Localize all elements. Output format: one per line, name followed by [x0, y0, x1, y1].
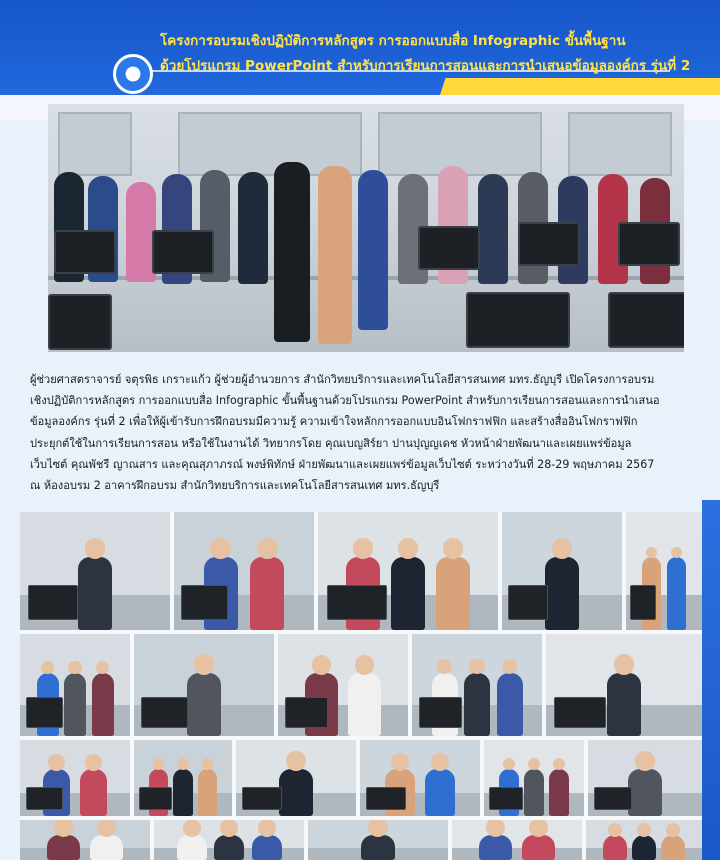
collage-monitor	[139, 787, 172, 810]
collage-person	[177, 835, 207, 860]
collage-person-head	[637, 823, 651, 837]
collage-photo	[20, 820, 150, 860]
caption-line: ประยุกต์ใช้ในการเรียนการสอน หรือใช้ในงานได้ วิทยากรโดย คุณเบญสิร์ยา ปานปุญญเดช หัวหน้าฝ่ายพัฒนาและเผยแพร่ข้อมูล	[30, 436, 632, 450]
photo-monitor	[518, 222, 580, 266]
photo-person	[318, 166, 352, 344]
collage-person	[214, 835, 244, 860]
collage-person	[391, 557, 425, 630]
collage-photo	[134, 634, 274, 736]
collage-monitor	[366, 787, 406, 810]
collage-person	[90, 835, 123, 860]
collage-photo	[278, 634, 408, 736]
collage-photo	[20, 740, 130, 816]
collage-monitor	[181, 585, 228, 620]
caption-line: ผู้ช่วยศาสตราจารย์ จตุรพิธ เกราะแก้ว ผู้ช่วยผู้อำนวยการ สำนักวิทยบริการและเทคโนโลยีสารสนเทศ มทร.ธัญบุรี เปิดโครงการอบรม	[30, 373, 655, 386]
collage-person	[549, 769, 569, 816]
collage-person	[348, 673, 381, 736]
photo-person	[274, 162, 310, 342]
photo-monitor	[48, 294, 112, 350]
collage-photo	[452, 820, 582, 860]
collage-person-head	[469, 659, 485, 675]
collage-monitor	[594, 787, 632, 810]
collage-person-head	[96, 661, 109, 674]
collage-desk	[452, 848, 582, 860]
collage-person-head	[85, 754, 102, 771]
collage-person	[173, 769, 193, 816]
collage-photo	[586, 820, 702, 860]
collage-photo	[412, 634, 542, 736]
collage-person	[632, 835, 655, 860]
collage-person-head	[258, 820, 276, 837]
collage-photo	[546, 634, 702, 736]
decor-blue-strip	[702, 500, 720, 860]
photo-person	[238, 172, 268, 284]
collage-person-head	[177, 758, 189, 770]
photo-person	[358, 170, 388, 330]
collage-person-head	[210, 538, 230, 558]
collage-person-head	[85, 538, 105, 558]
collage-photo	[20, 634, 130, 736]
collage-photo	[134, 740, 232, 816]
collage-person-head	[183, 820, 201, 837]
collage-person	[522, 835, 555, 860]
collage-person	[628, 769, 662, 816]
collage-photo	[502, 512, 622, 630]
collage-person	[78, 557, 112, 630]
collage-monitor	[285, 697, 329, 728]
collage-person-head	[48, 754, 65, 771]
collage-person-head	[41, 661, 54, 674]
photo-person	[478, 174, 508, 284]
collage-person-head	[443, 538, 463, 558]
collage-person	[47, 835, 80, 860]
target-circle-icon	[113, 54, 153, 94]
collage-monitor	[26, 787, 63, 810]
collage-person-head	[312, 655, 332, 675]
collage-person	[436, 557, 470, 630]
collage-desk	[20, 848, 150, 860]
collage-person-head	[202, 758, 214, 770]
collage-person	[92, 673, 114, 736]
collage-person-head	[437, 659, 453, 675]
collage-monitor	[419, 697, 463, 728]
photo-window	[58, 112, 132, 176]
photo-monitor	[54, 230, 116, 274]
collage-person	[279, 769, 313, 816]
collage-photo	[318, 512, 498, 630]
page-title-line2: ด้วยโปรแกรม PowerPoint สำหรับการเรียนการสอนและการนำเสนอข้อมูลองค์กร รุ่นที่ 2	[160, 58, 691, 74]
caption-line: ข้อมูลองค์กร รุ่นที่ 2 เพื่อให้ผู้เข้ารับการฝึกอบรมมีความรู้ ความเข้าใจหลักการออกแบบอินโฟกราฟฟิก และสร้างสื่ออินโฟกราฟฟิก	[30, 415, 638, 429]
collage-person	[667, 557, 686, 630]
collage-person	[250, 557, 284, 630]
caption-line: เชิงปฏิบัติการหลักสูตร การออกแบบสื่อ Infographic ขั้นพื้นฐานด้วยโปรแกรม PowerPoint สำหรับการเรียนการสอนและการนำเสนอ	[30, 394, 660, 408]
collage-person-head	[666, 823, 680, 837]
collage-person-head	[431, 753, 449, 771]
caption-line: เว็บไซต์ คุณพัชรี ญาณสาร และคุณสุภาภรณ์ พงษ์พิทักษ์ ฝ่ายพัฒนาและเผยแพร่ข้อมูลเว็บไซต์ ระหว่างวันที่ 28-29 พฤษภาคม 2567	[30, 457, 655, 471]
collage-person-head	[286, 751, 306, 771]
photo-window	[568, 112, 672, 176]
collage-person-head	[608, 823, 622, 837]
page-title-line1: โครงการอบรมเชิงปฏิบัติการหลักสูตร การออกแบบสื่อ Infographic ขั้นพื้นฐาน	[160, 33, 626, 49]
collage-person	[187, 673, 221, 736]
header-banner	[0, 0, 720, 120]
collage-person-head	[353, 538, 373, 558]
collage-person	[252, 835, 282, 860]
photo-monitor	[608, 292, 684, 348]
collage-photo	[360, 740, 480, 816]
collage-photo	[236, 740, 356, 816]
collage-photo	[20, 512, 170, 630]
news-caption	[30, 369, 696, 496]
collage-monitor	[508, 585, 548, 620]
collage-person-head	[671, 547, 682, 558]
photo-monitor	[618, 222, 680, 266]
photo-monitor	[418, 226, 480, 270]
collage-photo	[308, 820, 448, 860]
collage-person-head	[355, 655, 375, 675]
collage-monitor	[26, 697, 63, 728]
collage-person	[80, 769, 108, 816]
collage-photo	[626, 512, 702, 630]
collage-person	[524, 769, 544, 816]
collage-person-head	[391, 753, 409, 771]
collage-person-head	[257, 538, 277, 558]
collage-monitor	[28, 585, 78, 620]
photo-collage	[20, 512, 702, 860]
collage-monitor	[141, 697, 188, 728]
collage-person	[198, 769, 218, 816]
collage-person-head	[552, 538, 572, 558]
collage-person	[361, 835, 395, 860]
collage-monitor	[554, 697, 606, 728]
collage-person-head	[220, 820, 238, 837]
collage-person-head	[398, 538, 418, 558]
collage-person	[607, 673, 641, 736]
collage-person	[479, 835, 512, 860]
caption-line: ณ ห้องอบรม 2 อาคารฝึกอบรม สำนักวิทยบริการและเทคโนโลยีสารสนเทศ มทร.ธัญบุรี	[30, 479, 440, 493]
collage-person	[603, 835, 626, 860]
collage-photo	[174, 512, 314, 630]
collage-photo	[484, 740, 584, 816]
collage-monitor	[630, 585, 656, 620]
collage-person-head	[528, 758, 540, 770]
collage-person-head	[68, 661, 81, 674]
collage-person-head	[502, 659, 518, 675]
collage-photo	[154, 820, 304, 860]
group-photo	[48, 104, 684, 352]
collage-monitor	[242, 787, 282, 810]
collage-person	[661, 835, 684, 860]
photo-monitor	[466, 292, 570, 348]
photo-monitor	[152, 230, 214, 274]
collage-monitor	[489, 787, 523, 810]
collage-person	[425, 769, 455, 816]
collage-photo	[588, 740, 702, 816]
collage-person	[64, 673, 86, 736]
collage-person-head	[635, 751, 655, 771]
collage-person	[545, 557, 579, 630]
collage-person	[497, 673, 523, 736]
collage-person	[464, 673, 490, 736]
collage-person-head	[194, 654, 214, 674]
collage-person-head	[153, 758, 165, 770]
collage-person-head	[614, 654, 634, 674]
collage-person-head	[646, 547, 657, 558]
collage-person-head	[503, 758, 515, 770]
collage-person-head	[553, 758, 565, 770]
collage-monitor	[327, 585, 387, 620]
